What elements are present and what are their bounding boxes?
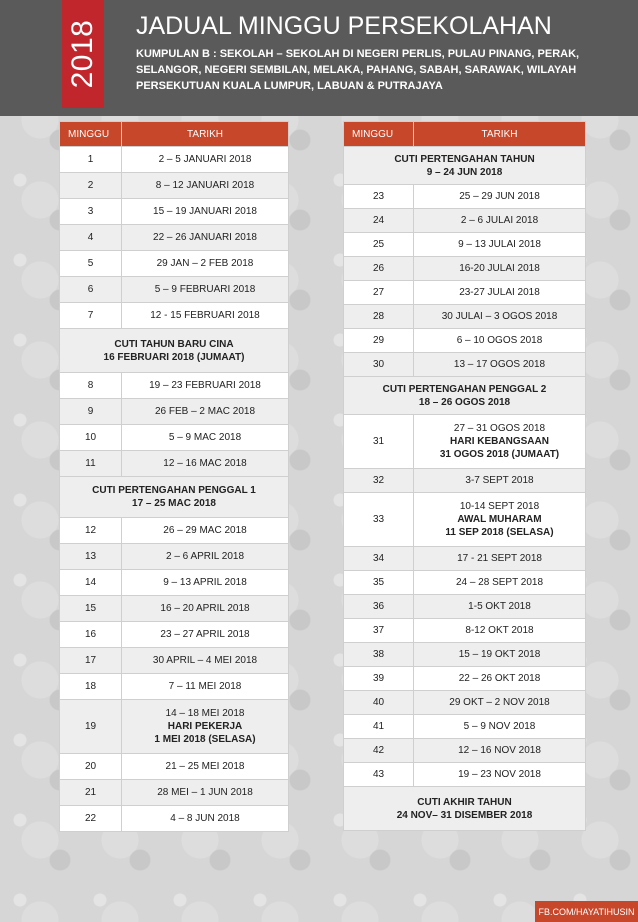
date-cell: 21 – 25 MEI 2018 <box>122 754 289 780</box>
schedule-table-right <box>343 121 586 831</box>
week-cell: 4 <box>60 225 122 251</box>
table-row <box>344 257 586 281</box>
date-cell: 2 – 6 APRIL 2018 <box>122 544 289 570</box>
table-row <box>344 493 586 547</box>
date-cell: 19 – 23 FEBRUARI 2018 <box>122 373 289 399</box>
table-row <box>344 415 586 469</box>
date-cell: 12 – 16 NOV 2018 <box>414 739 586 763</box>
week-cell: 6 <box>60 277 122 303</box>
public-holiday-date: 1 MEI 2018 (SELASA) <box>154 734 256 745</box>
week-cell: 18 <box>60 674 122 700</box>
table-row <box>344 595 586 619</box>
holiday-cell <box>344 377 586 415</box>
week-cell: 8 <box>60 373 122 399</box>
table-row <box>344 281 586 305</box>
holiday-title: CUTI AKHIR TAHUN <box>417 796 512 808</box>
date-cell: 25 – 29 JUN 2018 <box>414 185 586 209</box>
table-row <box>60 173 289 199</box>
date-cell: 23 – 27 APRIL 2018 <box>122 622 289 648</box>
table-row <box>344 329 586 353</box>
holiday-cell <box>344 147 586 185</box>
holiday-row <box>344 787 586 831</box>
date-cell: 17 - 21 SEPT 2018 <box>414 547 586 571</box>
date-range: 14 – 18 MEI 2018 <box>165 708 245 719</box>
week-cell: 17 <box>60 648 122 674</box>
table-row <box>344 185 586 209</box>
week-cell: 9 <box>60 399 122 425</box>
date-cell: 7 – 11 MEI 2018 <box>122 674 289 700</box>
date-cell: 13 – 17 OGOS 2018 <box>414 353 586 377</box>
table-row <box>60 147 289 173</box>
week-cell: 42 <box>344 739 414 763</box>
holiday-row <box>60 477 289 518</box>
date-cell: 22 – 26 OKT 2018 <box>414 667 586 691</box>
date-cell: 9 – 13 APRIL 2018 <box>122 570 289 596</box>
table-row <box>60 674 289 700</box>
week-cell: 38 <box>344 643 414 667</box>
week-cell: 2 <box>60 173 122 199</box>
date-cell: 8-12 OKT 2018 <box>414 619 586 643</box>
table-header-row <box>344 122 586 147</box>
date-cell: 26 FEB – 2 MAC 2018 <box>122 399 289 425</box>
week-cell: 1 <box>60 147 122 173</box>
week-cell: 34 <box>344 547 414 571</box>
date-cell: 23-27 JULAI 2018 <box>414 281 586 305</box>
table-row <box>60 451 289 477</box>
week-cell: 5 <box>60 251 122 277</box>
date-range: 27 – 31 OGOS 2018 <box>453 423 546 434</box>
page-subtitle: KUMPULAN B : SEKOLAH – SEKOLAH DI NEGERI PERLIS, PULAU PINANG, PERAK, SELANGOR, NEGERI SEMBILAN, MELAKA, PAHANG, SABAH, SARAWAK, WILAYAH PERSEKUTUAN KUALA LUMPUR, LABUAN & PUTRAJAYA <box>136 48 580 92</box>
holiday-title: CUTI PERTENGAHAN TAHUN <box>394 153 535 165</box>
date-cell: 1-5 OKT 2018 <box>414 595 586 619</box>
holiday-dates: 24 NOV– 31 DISEMBER 2018 <box>396 809 533 821</box>
table-row <box>60 518 289 544</box>
date-cell: 19 – 23 NOV 2018 <box>414 763 586 787</box>
date-cell: 29 OKT – 2 NOV 2018 <box>414 691 586 715</box>
week-cell: 10 <box>60 425 122 451</box>
public-holiday-name: HARI PEKERJA <box>167 721 243 732</box>
column-header-date: TARIKH <box>122 122 289 147</box>
week-cell: 24 <box>344 209 414 233</box>
holiday-cell <box>60 477 289 518</box>
table-row <box>60 596 289 622</box>
table-row <box>60 199 289 225</box>
date-cell: 16-20 JULAI 2018 <box>414 257 586 281</box>
week-cell: 22 <box>60 806 122 832</box>
table-row <box>344 353 586 377</box>
holiday-dates: 18 – 26 OGOS 2018 <box>418 396 511 408</box>
week-cell: 41 <box>344 715 414 739</box>
date-cell: 15 – 19 JANUARI 2018 <box>122 199 289 225</box>
table-row <box>344 547 586 571</box>
table-row <box>60 622 289 648</box>
table-row <box>344 469 586 493</box>
date-cell <box>122 700 289 754</box>
table-row <box>344 763 586 787</box>
week-cell: 33 <box>344 493 414 547</box>
table-row <box>60 700 289 754</box>
table-row <box>344 739 586 763</box>
week-cell: 25 <box>344 233 414 257</box>
table-row <box>344 209 586 233</box>
holiday-dates: 9 – 24 JUN 2018 <box>426 166 503 178</box>
date-cell: 26 – 29 MAC 2018 <box>122 518 289 544</box>
week-cell: 13 <box>60 544 122 570</box>
week-cell: 23 <box>344 185 414 209</box>
week-cell: 29 <box>344 329 414 353</box>
holiday-title: CUTI PERTENGAHAN PENGGAL 2 <box>382 383 547 395</box>
week-cell: 39 <box>344 667 414 691</box>
week-cell: 32 <box>344 469 414 493</box>
holiday-cell <box>60 329 289 373</box>
table-row <box>344 619 586 643</box>
date-cell <box>414 493 586 547</box>
week-cell: 40 <box>344 691 414 715</box>
date-cell: 2 – 6 JULAI 2018 <box>414 209 586 233</box>
week-cell: 7 <box>60 303 122 329</box>
week-cell: 43 <box>344 763 414 787</box>
week-cell: 36 <box>344 595 414 619</box>
table-row <box>60 648 289 674</box>
week-cell: 16 <box>60 622 122 648</box>
week-cell: 28 <box>344 305 414 329</box>
date-cell: 22 – 26 JANUARI 2018 <box>122 225 289 251</box>
table-row <box>344 715 586 739</box>
week-cell: 26 <box>344 257 414 281</box>
date-cell: 9 – 13 JULAI 2018 <box>414 233 586 257</box>
week-cell: 3 <box>60 199 122 225</box>
table-row <box>60 303 289 329</box>
week-cell: 14 <box>60 570 122 596</box>
week-cell: 11 <box>60 451 122 477</box>
table-row <box>60 570 289 596</box>
week-cell: 15 <box>60 596 122 622</box>
table-row <box>344 305 586 329</box>
table-header-row <box>60 122 289 147</box>
date-cell: 2 – 5 JANUARI 2018 <box>122 147 289 173</box>
week-cell: 30 <box>344 353 414 377</box>
week-cell: 35 <box>344 571 414 595</box>
footer-credit: FB.COM/HAYATIHUSIN <box>535 901 638 922</box>
table-row <box>60 373 289 399</box>
table-row <box>60 225 289 251</box>
date-cell: 28 MEI – 1 JUN 2018 <box>122 780 289 806</box>
date-cell: 16 – 20 APRIL 2018 <box>122 596 289 622</box>
page-title: JADUAL MINGGU PERSEKOLAHAN <box>136 12 552 40</box>
week-cell: 19 <box>60 700 122 754</box>
date-cell: 30 JULAI – 3 OGOS 2018 <box>414 305 586 329</box>
table-row <box>60 399 289 425</box>
date-cell: 6 – 10 OGOS 2018 <box>414 329 586 353</box>
table-row <box>60 277 289 303</box>
public-holiday-name: HARI KEBANGSAAN <box>450 436 549 447</box>
date-cell: 4 – 8 JUN 2018 <box>122 806 289 832</box>
table-row <box>60 425 289 451</box>
table-row <box>60 780 289 806</box>
table-row <box>344 643 586 667</box>
table-row <box>60 544 289 570</box>
date-cell: 30 APRIL – 4 MEI 2018 <box>122 648 289 674</box>
holiday-title: CUTI PERTENGAHAN PENGGAL 1 <box>92 485 256 496</box>
holiday-row <box>60 329 289 373</box>
week-cell: 21 <box>60 780 122 806</box>
holiday-row <box>344 377 586 415</box>
date-cell: 5 – 9 NOV 2018 <box>414 715 586 739</box>
table-row <box>60 754 289 780</box>
week-cell: 37 <box>344 619 414 643</box>
schedule-table-left <box>59 121 289 832</box>
week-cell: 27 <box>344 281 414 305</box>
date-cell: 3-7 SEPT 2018 <box>414 469 586 493</box>
holiday-dates: 17 – 25 MAC 2018 <box>132 498 216 509</box>
table-row <box>344 667 586 691</box>
week-cell: 20 <box>60 754 122 780</box>
date-cell: 5 – 9 MAC 2018 <box>122 425 289 451</box>
date-cell: 12 – 16 MAC 2018 <box>122 451 289 477</box>
public-holiday-date: 31 OGOS 2018 (JUMAAT) <box>439 449 560 460</box>
year-label: 2018 <box>66 19 99 89</box>
table-row <box>344 233 586 257</box>
public-holiday-name: AWAL MUHARAM <box>457 514 542 525</box>
table-row <box>60 251 289 277</box>
holiday-row <box>344 147 586 185</box>
date-cell: 24 – 28 SEPT 2018 <box>414 571 586 595</box>
date-cell: 15 – 19 OKT 2018 <box>414 643 586 667</box>
column-header-week: MINGGU <box>344 122 414 147</box>
table-row <box>344 691 586 715</box>
date-cell: 29 JAN – 2 FEB 2018 <box>122 251 289 277</box>
date-cell: 8 – 12 JANUARI 2018 <box>122 173 289 199</box>
date-range: 10-14 SEPT 2018 <box>459 501 540 512</box>
date-cell: 5 – 9 FEBRUARI 2018 <box>122 277 289 303</box>
column-header-week: MINGGU <box>60 122 122 147</box>
week-cell: 31 <box>344 415 414 469</box>
date-cell <box>414 415 586 469</box>
holiday-dates: 16 FEBRUARI 2018 (JUMAAT) <box>103 351 245 363</box>
column-header-date: TARIKH <box>414 122 586 147</box>
date-cell: 12 - 15 FEBRUARI 2018 <box>122 303 289 329</box>
week-cell: 12 <box>60 518 122 544</box>
holiday-title: CUTI TAHUN BARU CINA <box>114 338 234 350</box>
public-holiday-date: 11 SEP 2018 (SELASA) <box>445 527 554 538</box>
holiday-cell <box>344 787 586 831</box>
table-row <box>344 571 586 595</box>
table-row <box>60 806 289 832</box>
